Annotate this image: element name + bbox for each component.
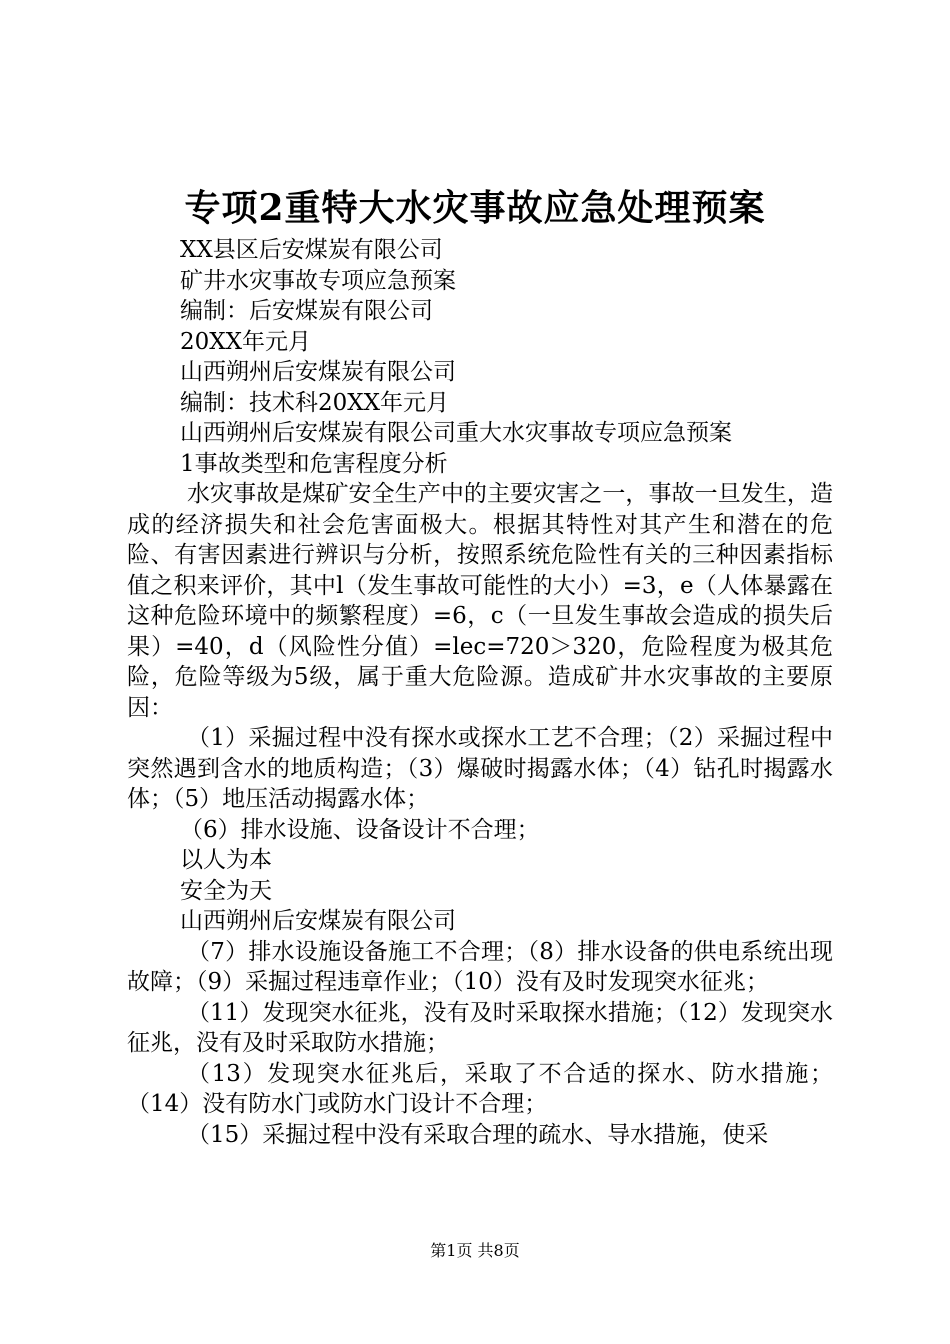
page-number: 第1页 共8页 <box>430 1241 520 1260</box>
causes-paragraph-4: （11）发现突水征兆，没有及时采取探水措施；（12）发现突水征兆，没有及时采取防水措施； <box>127 999 833 1056</box>
causes-paragraph-2: （6）排水设施、设备设计不合理； <box>180 816 540 843</box>
slogan-line-2: 安全为天 <box>180 877 272 904</box>
causes-paragraph-6: （15）采掘过程中没有采取合理的疏水、导水措施，使采 <box>187 1121 769 1148</box>
plan-full-title-line: 山西朔州后安煤炭有限公司重大水灾事故专项应急预案 <box>180 420 732 446</box>
company-name-line: XX县区后安煤炭有限公司 <box>180 237 443 263</box>
date-line: 20XX年元月 <box>180 328 312 355</box>
causes-paragraph-3: （7）排水设施设备施工不合理；（8）排水设备的供电系统出现故障；（9）采掘过程违章作业；（10）没有及时发现突水征兆； <box>127 938 833 995</box>
slogan-company-line: 山西朔州后安煤炭有限公司 <box>180 908 456 934</box>
document-title: 专项2重特大水灾事故应急处理预案 <box>184 187 766 229</box>
compiler-dept-line: 编制：技术科20XX年元月 <box>180 389 450 416</box>
plan-name-line: 矿井水灾事故专项应急预案 <box>180 267 456 294</box>
causes-paragraph-1: （1）采掘过程中没有探水或探水工艺不合理；（2）采掘过程中突然遇到含水的地质构造；（3）爆破时揭露水体；（4）钻孔时揭露水体；（5）地压活动揭露水体； <box>127 725 833 812</box>
slogan-line-1: 以人为本 <box>180 847 272 873</box>
document-body <box>127 235 833 1150</box>
company-full-name-line: 山西朔州后安煤炭有限公司 <box>180 359 456 385</box>
compiler-line: 编制：后安煤炭有限公司 <box>180 298 433 324</box>
causes-paragraph-5: （13）发现突水征兆后，采取了不合适的探水、防水措施；（14）没有防水门或防水门设计不合理； <box>127 1060 833 1117</box>
section-heading: 1事故类型和危害程度分析 <box>180 450 448 477</box>
analysis-paragraph: 水灾事故是煤矿安全生产中的主要灾害之一，事故一旦发生，造成的经济损失和社会危害面极大。根据其特性对其产生和潜在的危险、有害因素进行辨识与分析，按照系统危险性有关的三种因素指标值之积来评价，其中l（发生事故可能性的大小）=3，e（人体暴露在这种危险环境中的频繁程度）=6，c（一旦发生事故会造成的损失后果）=40，d（风险性分值）=lec=720＞320，危险程度为极其危险，危险等级为5级，属于重大危险源。造成矿井水灾事故的主要原因： <box>127 481 833 721</box>
